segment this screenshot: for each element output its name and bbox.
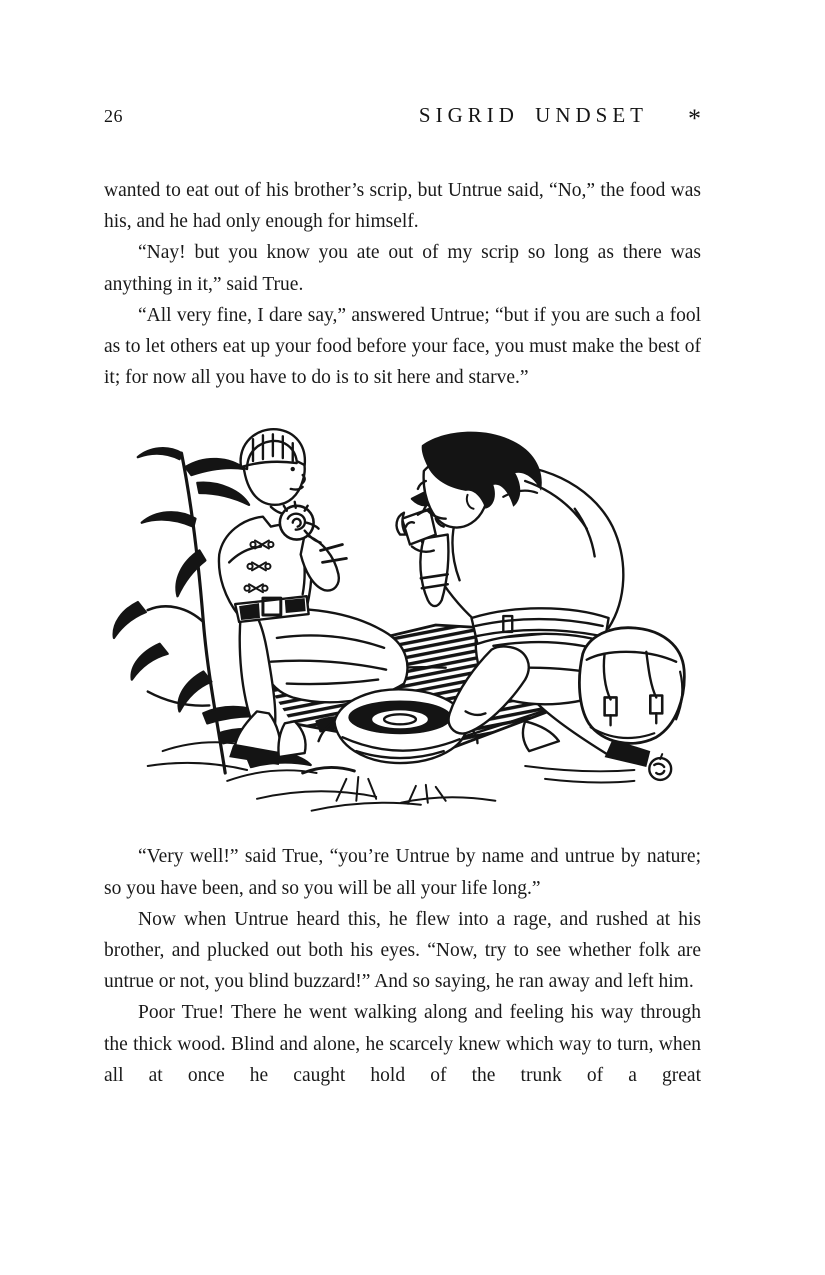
paragraph: “Very well!” said True, “you’re Untrue by name and untrue by nature; so you have been, and so you will be all your life long.”	[104, 846, 701, 899]
running-header: 26 SIGRID UNDSET *	[104, 103, 701, 133]
paragraph: Poor True! There he went walking along and feeling his way through the thick wood. Blind and alone, he scarcely knew which way to turn, when all at once he caught hold of the trunk of a great	[104, 1002, 701, 1086]
page-number: 26	[104, 106, 123, 126]
paragraph: Now when Untrue heard this, he flew into a rage, and rushed at his brother, and plucked out both his eyes. “Now, try to see whether folk are untrue or not, you blind buzzard!” And so saying, he ran away and left him.	[104, 908, 701, 993]
true-untrue-drawing	[108, 422, 694, 820]
running-title: SIGRID UNDSET	[418, 103, 648, 127]
sapling	[114, 449, 249, 774]
knapsack	[579, 628, 684, 744]
paragraph: “Nay! but you know you ate out of my scrip so long as there was anything in it,” said True.	[104, 242, 701, 295]
apple	[649, 755, 671, 781]
paragraph: “All very fine, I dare say,” answered Untrue; “but if you are such a fool as to let others eat up your food before your face, you must make the best of it; for now all you have to do is to sit here and starve.”	[104, 304, 701, 389]
illustration-true-and-untrue	[108, 422, 694, 820]
paragraph: wanted to eat out of his brother’s scrip, but Untrue said, “No,” the food was his, and he had only enough for himself.	[104, 180, 701, 233]
page-text	[104, 175, 701, 1091]
